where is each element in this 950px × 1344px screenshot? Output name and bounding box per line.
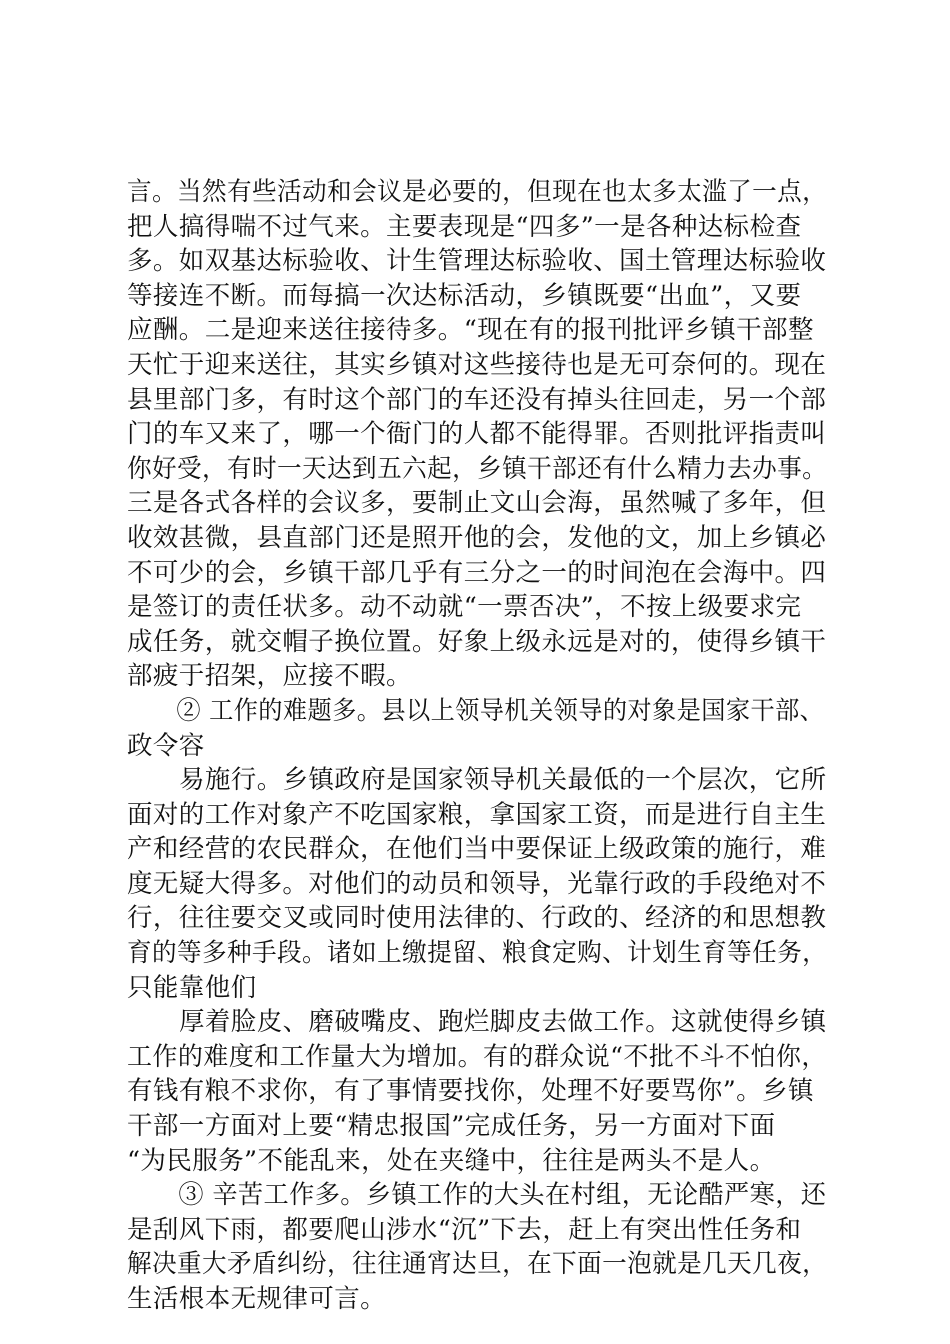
text-line: 三是各式各样的会议多，要制止文山会海，虽然喊了多年，但 bbox=[127, 488, 827, 519]
text-line: 县里部门多，有时这个部门的车还没有掉头往回走，另一个部 bbox=[127, 384, 827, 415]
text-line: 你好受，有时一天达到五六起，乡镇干部还有什么精力去办事。 bbox=[127, 453, 828, 484]
document-body bbox=[127, 175, 827, 1317]
text-line: 厚着脸皮、磨破嘴皮、跑烂脚皮去做工作。这就使得乡镇 bbox=[179, 1007, 827, 1038]
text-line: 部疲于招架，应接不暇。 bbox=[127, 661, 412, 692]
text-line: 政令容 bbox=[127, 730, 205, 761]
text-line: 行，往往要交叉或同时使用法律的、行政的、经济的和思想教 bbox=[127, 903, 827, 934]
text-line: 应酬。二是迎来送往接待多。“现在有的报刊批评乡镇干部整 bbox=[127, 315, 814, 346]
text-line: 成任务，就交帽子换位置。好象上级永远是对的，使得乡镇干 bbox=[127, 626, 827, 657]
text-line: 解决重大矛盾纠纷，往往通宵达旦，在下面一泡就是几天几夜， bbox=[127, 1249, 828, 1280]
text-line: 有钱有粮不求你，有了事情要找你，处理不好要骂你”。乡镇 bbox=[127, 1076, 814, 1107]
text-line: 面对的工作对象产不吃国家粮，拿国家工资，而是进行自主生 bbox=[127, 799, 827, 830]
text-line: 工作的难度和工作量大为增加。有的群众说“不批不斗不怕你， bbox=[127, 1041, 827, 1072]
text-line: 天忙于迎来送往，其实乡镇对这些接待也是无可奈何的。现在 bbox=[127, 349, 827, 380]
text-line: 生活根本无规律可言。 bbox=[127, 1284, 387, 1314]
text-line: 易施行。乡镇政府是国家领导机关最低的一个层次，它所 bbox=[179, 765, 827, 796]
text-line: 度无疑大得多。对他们的动员和领导，光靠行政的手段绝对不 bbox=[127, 868, 827, 899]
text-line: 产和经营的农民群众，在他们当中要保证上级政策的施行，难 bbox=[127, 834, 827, 865]
text-line: 不可少的会，乡镇干部几乎有三分之一的时间泡在会海中。四 bbox=[127, 557, 827, 588]
text-line: ③ 辛苦工作多。乡镇工作的大头在村组，无论酷严寒，还 bbox=[178, 1180, 827, 1211]
text-line: 干部一方面对上要“精忠报国”完成任务，另一方面对下面 bbox=[127, 1111, 776, 1142]
text-line: 言。当然有些活动和会议是必要的，但现在也太多太滥了一点， bbox=[127, 177, 828, 207]
text-line: 等接连不断。而每搞一次达标活动，乡镇既要“出血”，又要 bbox=[127, 280, 802, 311]
text-line: 把人搞得喘不过气来。主要表现是“四多”一是各种达标检查 bbox=[127, 211, 802, 242]
text-line: 是签订的责任状多。动不动就“一票否决”，不按上级要求完 bbox=[127, 592, 802, 623]
text-line: “为民服务”不能乱来，处在夹缝中，往往是两头不是人。 bbox=[127, 1145, 776, 1176]
text-line: 收效甚微，县直部门还是照开他的会，发他的文，加上乡镇必 bbox=[127, 522, 827, 553]
text-line: 是刮风下雨，都要爬山涉水“沉”下去，赶上有突出性任务和 bbox=[127, 1214, 802, 1245]
text-line: 门的车又来了，哪一个衙门的人都不能得罪。否则批评指责叫 bbox=[127, 419, 827, 450]
text-line: 只能靠他们 bbox=[127, 972, 257, 1003]
text-line: 育的等多种手段。诸如上缴提留、粮食定购、计划生育等任务， bbox=[127, 938, 828, 969]
text-line: 多。如双基达标验收、计生管理达标验收、国土管理达标验收 bbox=[127, 246, 827, 277]
text-line: ② 工作的难题多。县以上领导机关领导的对象是国家干部、 bbox=[176, 695, 825, 726]
